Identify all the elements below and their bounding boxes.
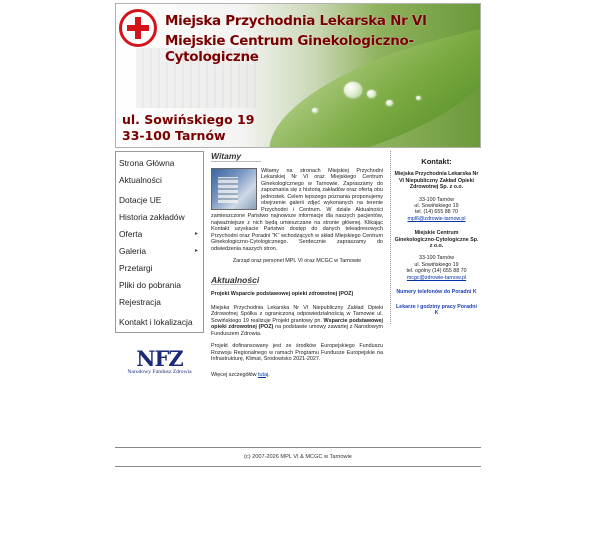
red-cross-icon [119,9,157,47]
clinic-photo [211,168,257,210]
contact-panel [390,151,481,324]
copyright-text: (c) 2007-2026 MPL VI & MCGC w Tarnowie [244,454,352,460]
org2-phone: tel. ogólny (14) 655 88 70 [406,268,467,275]
nav-item-home[interactable] [116,154,203,171]
nav-item-history[interactable] [116,208,203,225]
page [115,3,481,441]
org2-name: Miejskie Centrum Ginekologiczno-Cytologiczne Sp. z o.o. [394,230,479,250]
water-drop [344,82,362,98]
news-heading: Aktualności [211,274,260,285]
nfz-logo: NFZ [136,346,183,371]
nav-item-offer[interactable] [116,225,203,242]
news-paragraph-1 [211,305,383,338]
welcome-section [211,168,383,265]
news-p1-text: Miejska Przychodnia Lekarska Nr VI Niepubliczny Zakład Opieki Zdrowotnej Spółka z ograniczoną odpowiedzialnością w Tarnowie ul. Sowińskiego 19 realizuje Projekt grantowy pn. [211,304,383,324]
header-banner [115,3,481,148]
nfz-logo-link[interactable] [115,346,204,375]
water-drop [312,108,318,113]
nav-item-gallery[interactable] [116,242,203,259]
water-drop [386,100,393,106]
news-more-prefix: Więcej szczegółów [211,371,257,378]
nav-item-news[interactable] [116,171,203,188]
contact-org2 [394,230,479,281]
nav-item-label: Kontakt i lokalizacja [119,316,193,327]
poradnia-phones-link[interactable]: Numery telefonów do Poradni K [396,289,477,296]
nav-item-label: Aktualności [119,174,162,185]
header-address-line1: ul. Sowińskiego 19 [122,112,255,127]
news-p1-text-end: na podstawie umowy zawartej z Narodowym Funduszem Zdrowia. [211,324,383,337]
main-column [211,153,383,384]
news-title: Projekt Wsparcie podstawowej opieki zdrowotnej (POZ) [211,291,354,297]
chevron-right-icon: ▸ [194,248,198,254]
water-drop [416,96,421,100]
poradnia-hours-link[interactable]: Lekarze i godziny pracy Poradni K [396,303,477,316]
welcome-text: Witamy na stronach Miejskiej Przychodni Lekarskiej Nr VI oraz Miejskiego Centrum Ginekologicznego w Tarnowie. Zapraszamy do zapoznania się z historią zakładów oraz ofertą obu jednostek. Celem lepszego poznania proponujemy obejrzenie galerii zdjęć wykonanych na terenie Przychodni i Centrum. W dziale Aktualności zamieszczone Państwo najnowsze informacje dla naszych pacjentów, najważniejsze z nich będą umieszczane na stronie głównej. Klikając Kontakt uzyskacie Państwo dostęp do danych teleadresowych Przychodni oraz Poradni "K" wchodzących w skład Miejskiego Centrum Ginekologiczno-Cytologicznego. Serdecznie zapraszamy do odwiedzenia naszych stron. [211,167,383,252]
content-area [115,151,481,441]
nav-item-label: Strona Główna [119,157,175,168]
header-title-line1: Miejska Przychodnia Lekarska Nr VI [165,13,427,29]
welcome-signature: Zarząd oraz personel MPL VI oraz MCGC w Tarnowie [232,258,362,264]
nav-item-eu-grants[interactable] [116,191,203,208]
news-more [211,372,383,379]
nav-item-label: Galeria [119,245,146,256]
nav-item-downloads[interactable] [116,276,203,293]
news-more-suffix: . [268,371,270,378]
org1-name: Miejska Przychodnia Lekarska Nr VI Niepubliczny Zakład Opieki Zdrowotnej Sp. z o.o. [394,171,479,191]
nav-item-label: Przetargi [119,262,153,273]
org1-phone: tel. (14) 655 88 70 [415,209,458,216]
chevron-right-icon: ▸ [194,231,198,237]
org1-email-link[interactable]: mpl6@zdrowie-tarnow.pl [407,215,466,222]
sidebar [115,151,204,375]
header-title-line2: Miejskie Centrum Ginekologiczno-Cytologiczne [165,33,414,65]
contact-title: Kontakt: [421,157,452,166]
nav-item-contact[interactable] [116,313,203,330]
org1-city: 33-100 Tarnów [419,196,454,203]
nfz-caption: Narodowy Fundusz Zdrowia [127,369,192,375]
footer [115,447,481,467]
contact-org1 [394,171,479,222]
org2-city: 33-100 Tarnów [419,255,454,262]
nav-item-label: Dotacje UE [119,194,162,205]
news-paragraph-2: Projekt dofinansowany jest ze środków Europejskiego Funduszu Rozwoju Regionalnego w ramach Programu Fundusze Europejskie na Infrastrukturę, Klimat, Środowisko 2021-2027. [211,343,383,362]
nav-item-registration[interactable] [116,293,203,310]
nav-item-label: Historia zakładów [119,211,185,222]
org2-email-link[interactable]: mcgc@zdrowie-tarnow.pl [406,274,467,281]
water-drop [367,90,376,98]
nav-item-label: Oferta [119,228,143,239]
main-nav [115,151,204,333]
welcome-heading: Witamy [211,153,261,162]
nav-item-tenders[interactable] [116,259,203,276]
news-more-link[interactable]: tutaj [258,371,269,378]
nav-item-label: Pliki do pobrania [119,279,181,290]
nav-item-label: Rejestracja [119,296,161,307]
org2-street: ul. Sowińskiego 19 [414,261,459,268]
org1-street: ul. Sowińskiego 19 [414,203,459,210]
header-address-line2: 33-100 Tarnów [122,128,226,143]
news-p1-bold: Wsparcie podstawowej opieki zdrowotnej (POZ) [211,317,383,330]
